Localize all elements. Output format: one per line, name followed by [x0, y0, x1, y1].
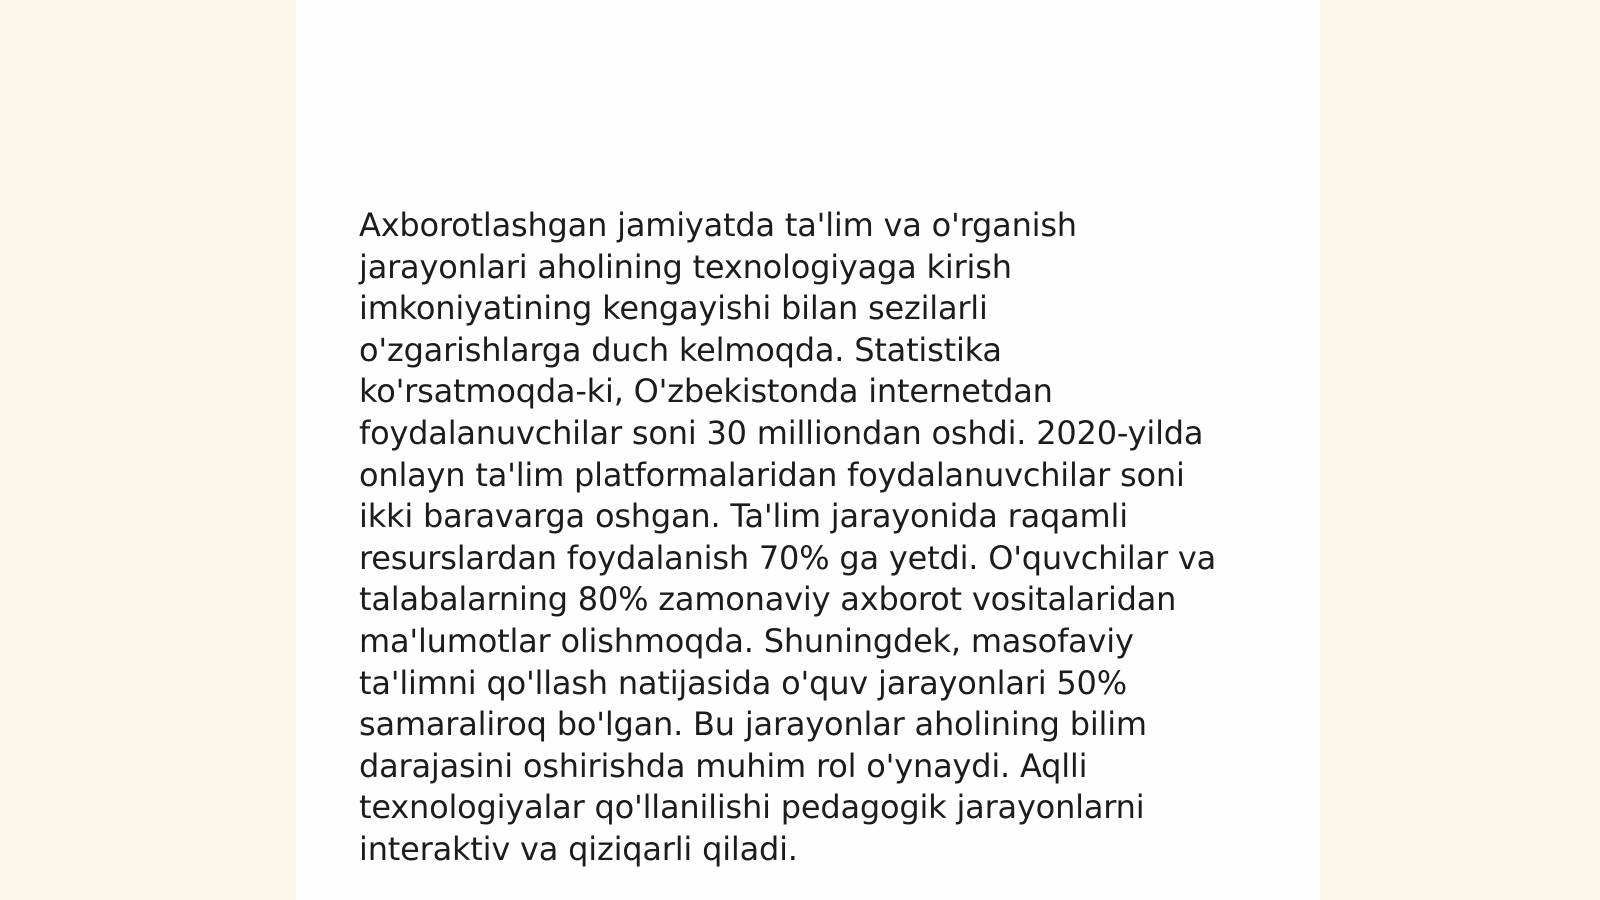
paragraph-line: jarayonlari aholining texnologiyaga kirish	[359, 247, 1012, 286]
paragraph-line: Axborotlashgan jamiyatda ta'lim va o'rganish	[359, 206, 1077, 244]
paragraph-line: samaraliroq bo'lgan. Bu jarayonlar aholining bilim	[359, 705, 1147, 744]
paragraph-line: ko'rsatmoqda-ki, O'zbekistonda internetdan	[359, 372, 1053, 411]
paragraph-line: ma'lumotlar olishmoqda. Shuningdek, masofaviy	[359, 621, 1134, 660]
paragraph-line: ta'limni qo'llash natijasida o'quv jarayonlari 50%	[359, 663, 1127, 702]
body-paragraph	[359, 205, 1244, 871]
paragraph-line: resurslardan foydalanish 70% ga yetdi. O'quvchilar va	[359, 538, 1217, 577]
paragraph-line: interaktiv va qiziqarli qiladi.	[359, 829, 798, 868]
paragraph-line: talabalarning 80% zamonaviy axborot vositalaridan	[359, 580, 1177, 619]
paragraph-line: o'zgarishlarga duch kelmoqda. Statistika	[359, 330, 1002, 369]
paragraph-line: onlayn ta'lim platformalaridan foydalanuvchilar soni	[359, 455, 1185, 494]
document-page	[296, 0, 1320, 900]
paragraph-line: darajasini oshirishda muhim rol o'ynaydi. Aqlli	[359, 746, 1088, 785]
paragraph-line: ikki baravarga oshgan. Ta'lim jarayonida raqamli	[359, 497, 1128, 536]
paragraph-line: texnologiyalar qo'llanilishi pedagogik jarayonlarni	[359, 788, 1145, 827]
paragraph-line: foydalanuvchilar soni 30 milliondan oshdi. 2020-yilda	[359, 413, 1204, 452]
paragraph-line: imkoniyatining kengayishi bilan sezilarli	[359, 289, 988, 328]
